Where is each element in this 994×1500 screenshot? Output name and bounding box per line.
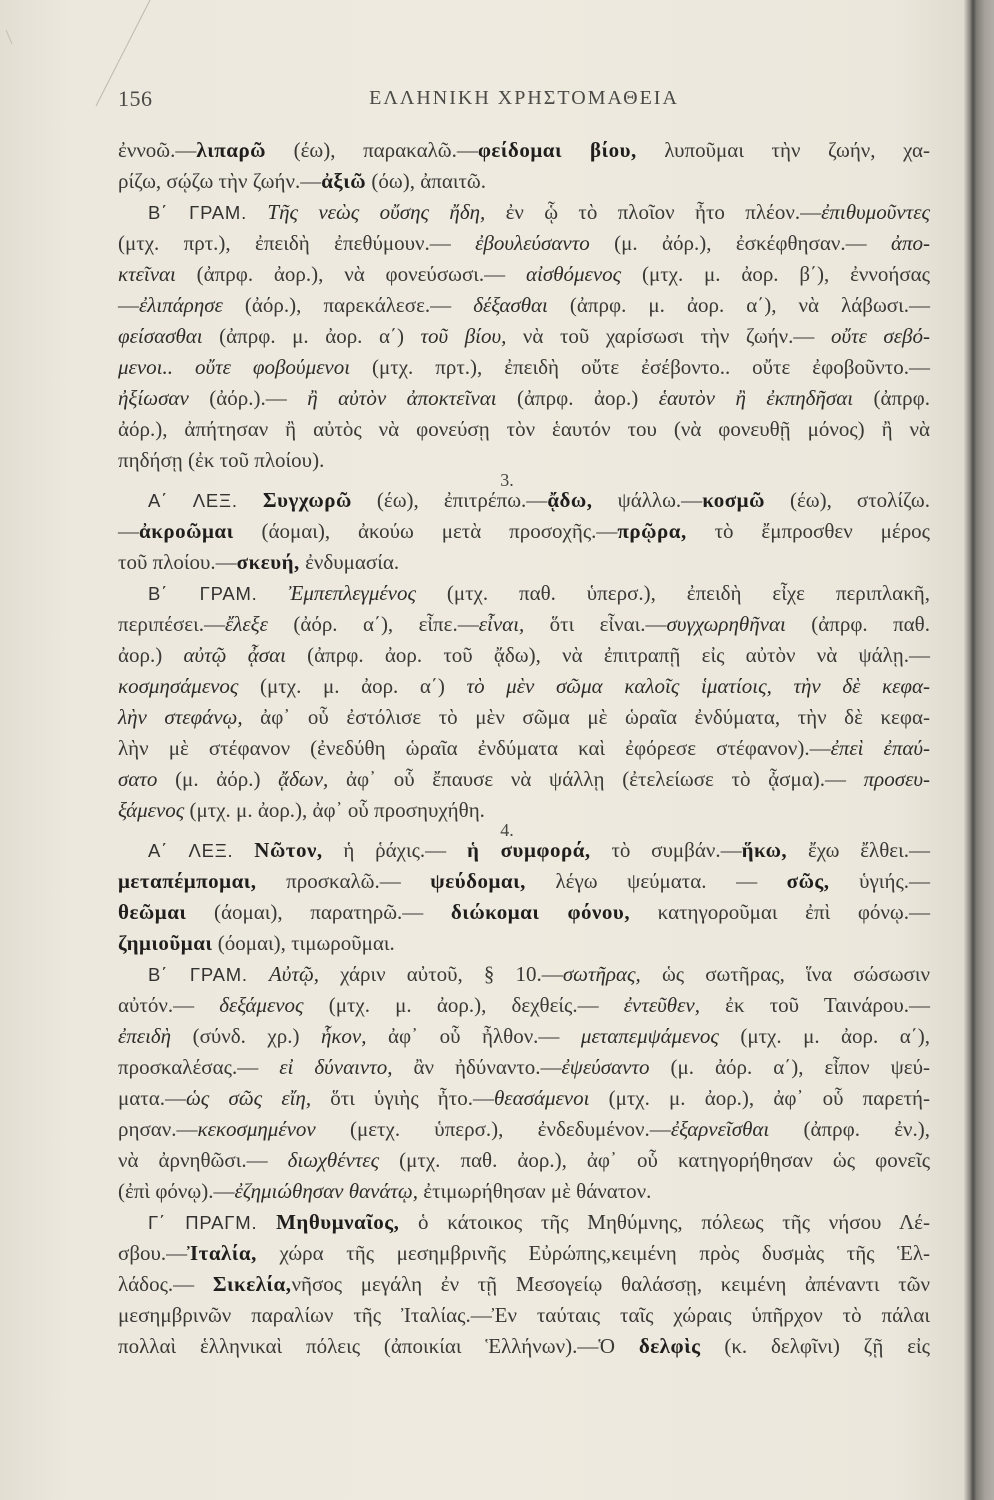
body-text: νὰ ἀρνηθῶσι.—: [118, 1147, 288, 1172]
text-line: [118, 228, 930, 259]
text-line-content: [118, 324, 930, 348]
grammar-form: Ἐμπεπλεγμένος: [288, 580, 416, 605]
grammar-form: σατο: [118, 766, 158, 791]
text-line: [118, 485, 930, 516]
text-line: [118, 702, 930, 733]
text-line: [118, 866, 930, 897]
text-line-content: [118, 448, 324, 472]
text-line: [118, 1021, 930, 1052]
lexicon-term: διώκομαι φόνου,: [450, 899, 631, 924]
body-text: [238, 488, 263, 512]
body-text: (μτχ. παθ. ἀορ.), ἀφ᾽ οὗ κατηγορήθησαν ὡς φονεῖς: [379, 1147, 931, 1172]
lexicon-term: Σικελία,: [212, 1271, 292, 1296]
body-text: νῆσος μεγάλη ἐν τῇ Μεσογείῳ θαλάσσῃ, κειμένη ἀπέναντι τῶν: [291, 1271, 930, 1296]
text-line-content: [118, 931, 395, 955]
text-line-content: [118, 1179, 651, 1203]
body-text: ἀφ᾽ οὗ ἦλθον.—: [366, 1023, 581, 1048]
lexicon-term: ἥκω,: [741, 837, 788, 862]
text-line-content: [118, 736, 930, 760]
text-line-content: [148, 488, 930, 512]
lexicon-term: ἡ συμφορά,: [466, 837, 591, 862]
body-text: ἐνδυμασία.: [299, 549, 400, 574]
grammar-form: ξάμενος: [118, 797, 185, 822]
lexicon-term: ἀξιῶ: [321, 168, 367, 193]
lexicon-term: σκευή,: [236, 549, 300, 574]
text-line-content: [118, 993, 930, 1017]
body-text: (μτχ. μ. ἀορ.), δεχθείς.—: [303, 992, 624, 1017]
text-line-content: [118, 705, 930, 729]
text-line-content: [118, 417, 930, 441]
text-line: [118, 197, 930, 228]
grammar-form: δεξάμενος: [219, 992, 304, 1017]
grammar-form: ἧκον,: [320, 1023, 367, 1048]
text-line: [118, 795, 930, 826]
grammar-form: δέξασθαι: [473, 292, 548, 317]
grammar-form: ἐλιπάρησε: [139, 292, 223, 317]
grammar-form: εἶναι,: [478, 611, 525, 636]
text-line: [118, 259, 930, 290]
page-number: 156: [118, 86, 153, 111]
lexicon-term: μεταπέμπομαι,: [118, 868, 257, 893]
text-line: [118, 764, 930, 795]
body-text: (όομαι), τιμωροῦμαι.: [212, 930, 395, 955]
page-edge-shadow: [964, 0, 994, 1500]
body-text: πηδήσῃ (ἐκ τοῦ πλοίου).: [118, 447, 325, 472]
body-text: πολλαὶ ἑλληνικαὶ πόλεις (ἀποικίαι Ἑλλήνων).—Ὁ: [118, 1333, 639, 1358]
grammar-form: κτεῖναι: [118, 261, 176, 286]
text-line-content: [148, 581, 930, 605]
text-line-content: [148, 838, 930, 862]
text-line-content: [118, 869, 930, 893]
body-text: (μτχ. μ. ἀορ.), ἀφ᾽ οὗ παρετή-: [589, 1085, 930, 1110]
text-line: [118, 516, 930, 547]
lexicon-term: πρῷρα,: [617, 518, 687, 543]
grammar-form: μεταπεμψάμενος: [580, 1023, 719, 1048]
text-line-content: [118, 386, 930, 410]
text-line: [118, 640, 930, 671]
text-line: [118, 547, 930, 578]
text-line: [118, 414, 930, 445]
section-label: Α΄ ΛΕΞ.: [148, 839, 234, 861]
body-text: ὅτι εἶναι.—: [524, 611, 667, 636]
grammar-form: ὡς σῶς εἴη,: [185, 1085, 312, 1110]
lexicon-term: Νῶτον,: [254, 837, 323, 862]
grammar-form: ἑαυτὸν ἢ ἐκπηδῆσαι: [658, 385, 854, 410]
lexicon-term: δελφὶς: [638, 1333, 701, 1358]
body-text: αὐτόν.—: [118, 992, 220, 1017]
grammar-form: αἰσθόμενος: [525, 261, 622, 286]
text-line-content: [118, 1024, 930, 1048]
body-text: (ἀπρφ. ἀορ.), νὰ φονεύσωσι.—: [175, 261, 526, 286]
grammar-form: ἐξαρνεῖσθαι: [670, 1116, 770, 1141]
body-text: κατηγοροῦμαι ἐπὶ φόνῳ.—: [630, 899, 931, 924]
body-text: ὡς σωτῆρας, ἵνα σώσωσιν: [640, 961, 930, 986]
body-text: προσκαλῶ.—: [256, 868, 431, 893]
text-line-content: [148, 1210, 930, 1234]
text-line-content: [118, 1117, 930, 1141]
text-line: [118, 445, 930, 476]
body-text: (μτχ. μ. ἀορ. α΄): [238, 673, 467, 698]
grammar-form: λὴν στεφάνῳ,: [118, 704, 243, 729]
lexicon-term: φείδομαι βίου,: [477, 137, 637, 162]
body-text: (άομαι), παρατηρῶ.—: [186, 899, 451, 924]
body-text: [247, 200, 267, 224]
grammar-form: εἰ δύναιντο,: [279, 1054, 393, 1079]
text-line: [118, 578, 930, 609]
body-text: (ἀόρ.).—: [188, 385, 308, 410]
text-line-content: [118, 231, 930, 255]
text-line-content: [118, 550, 399, 574]
text-line: [118, 1145, 930, 1176]
text-line-content: [118, 293, 930, 317]
body-text: ἐννοῶ.—: [118, 137, 197, 162]
body-text: περιπέσει.—: [118, 611, 226, 636]
grammar-form: σωτῆρας,: [562, 961, 641, 986]
grammar-form: ἠξίωσαν: [118, 385, 189, 410]
grammar-form: ἐντεῦθεν,: [623, 992, 700, 1017]
text-line: [118, 1207, 930, 1238]
lexicon-term: ᾄδω,: [547, 487, 593, 512]
text-line-content: [118, 519, 930, 543]
section-label: Β΄ ΓΡΑΜ.: [148, 963, 248, 985]
body-text: (μτχ. μ. ἀορ. β΄), ἐννοήσας: [621, 261, 930, 286]
grammar-form: φείσασθαι: [118, 323, 203, 348]
running-title: ΕΛΛΗΝΙΚΗ ΧΡΗΣΤΟΜΑΘΕΙΑ: [369, 87, 679, 109]
body-text: σβου.—: [118, 1240, 188, 1265]
text-line-content: [118, 262, 930, 286]
grammar-form: μενοι.. οὔτε φοβούμενοι: [118, 354, 351, 379]
text-line-content: [118, 798, 485, 822]
text-line-content: [118, 767, 930, 791]
body-text: τοῦ πλοίου.—: [118, 549, 237, 574]
body-text: λὴν μὲ στέφανον (ἐνεδύθη ὡραῖα ἐνδύματα καὶ ἐφόρεσε στέφανον).—: [118, 735, 831, 760]
text-line: [118, 1238, 930, 1269]
text-line-content: [118, 643, 930, 667]
grammar-form: αὐτῷ ᾆσαι: [183, 642, 286, 667]
body-text: ἀφ᾽ οὗ ἔπαυσε νὰ ψάλλῃ (ἐτελείωσε τὸ ᾆσμα).—: [328, 766, 864, 791]
grammar-form: ἐπειδὴ: [118, 1023, 172, 1048]
text-line-content: [118, 1086, 930, 1110]
body-text: (μ. ἀόρ.): [157, 766, 279, 791]
body-text: (κ. δελφῖνι) ζῇ εἰς: [700, 1333, 930, 1358]
grammar-form: διωχθέντες: [287, 1147, 380, 1172]
text-line: [118, 1331, 930, 1362]
text-line: [118, 1114, 930, 1145]
body-text: τὸ συμβάν.—: [590, 837, 742, 862]
text-line-content: [118, 1148, 930, 1172]
grammar-form: Αὐτῷ,: [268, 961, 320, 986]
body-text: (ἀπρφ. μ. ἀορ. α΄): [202, 323, 421, 348]
text-line: [118, 990, 930, 1021]
text-line: [118, 928, 930, 959]
text-line: [118, 352, 930, 383]
section-label: Α΄ ΛΕΞ.: [148, 489, 238, 511]
text-line-content: [118, 1334, 930, 1358]
body-text: (ἀπρφ. μ. ἀορ. α΄), νὰ λάβωσι.—: [547, 292, 930, 317]
body-text: (έω), στολίζω.: [764, 487, 931, 512]
body-text: ἐν ᾧ τὸ πλοῖον ἦτο πλέον.—: [485, 199, 822, 224]
body-text: [257, 1210, 276, 1234]
grammar-form: ἐζημιώθησαν θανάτῳ,: [234, 1178, 419, 1203]
lexicon-term: ψεύδομαι,: [430, 868, 526, 893]
text-line: [118, 1083, 930, 1114]
body-text: ἀορ.): [118, 642, 184, 667]
body-text: (ἀπρφ.: [853, 385, 930, 410]
text-line: [118, 671, 930, 702]
grammar-form: κεκοσμημένον: [197, 1116, 316, 1141]
text-line-content: [148, 962, 930, 986]
body-text: (σύνδ. χρ.): [171, 1023, 321, 1048]
body-text: ὑγιής.—: [829, 868, 931, 893]
body-text: ρίζω, σῴζω τὴν ζωήν.—: [118, 168, 322, 193]
text-line-content: [118, 900, 930, 924]
body-text: ἡ ῥάχις.—: [322, 837, 467, 862]
text-line: [118, 166, 930, 197]
body-text: (ἐπὶ φόνῳ).—: [118, 1178, 235, 1203]
body-text: —: [118, 518, 139, 543]
grammar-form: ἀπο-: [890, 230, 931, 255]
body-text: ὁ κάτοικος τῆς Μηθύμνης, πόλεως τῆς νήσου Λέ-: [399, 1209, 930, 1234]
section-label: Γ΄ ΠΡΑΓΜ.: [148, 1211, 258, 1233]
text-line: [118, 290, 930, 321]
lexicon-term: κοσμῶ: [702, 487, 765, 512]
body-text: ἐκ τοῦ Ταινάρου.—: [699, 992, 930, 1017]
body-text: χάριν αὐτοῦ, § 10.—: [319, 961, 563, 986]
grammar-form: ἐπεὶ ἐπαύ-: [830, 735, 931, 760]
text-line: [118, 1269, 930, 1300]
grammar-form: ἔλεξε: [225, 611, 268, 636]
body-text: (ἀόρ. α΄), εἶπε.—: [267, 611, 479, 636]
body-text: (άομαι), ἀκούω μετὰ προσοχῆς.—: [233, 518, 618, 543]
grammar-form: Τῆς νεὼς οὔσης ἤδη,: [267, 199, 486, 224]
lexicon-term: θεῶμαι: [118, 899, 187, 924]
body-text: ματα.—: [118, 1085, 186, 1110]
grammar-form: τὸ μὲν σῶμα καλοῖς ἱματίοις, τὴν δὲ κεφα-: [466, 673, 930, 698]
body-text: (ἀπρφ. παθ.: [785, 611, 930, 636]
section-number: 3.: [500, 469, 514, 490]
body-text: μεσημβρινῶν παραλίων τῆς Ἰταλίας.—Ἐν ταύταις ταῖς χώραις ὑπῆρχον τὸ πάλαι: [118, 1302, 930, 1327]
body-text: (ἀπρφ. ἐν.),: [769, 1116, 931, 1141]
text-line-content: [118, 1241, 930, 1265]
body-text: λέγω ψεύματα. —: [525, 868, 787, 893]
body-text: (ἀπρφ. ἀορ.): [496, 385, 659, 410]
grammar-form: κοσμησάμενος: [118, 673, 239, 698]
grammar-form: ἐψεύσαντο: [561, 1054, 650, 1079]
body-text: (μετχ. ὑπερσ.), ἐνδεδυμένον.—: [315, 1116, 671, 1141]
body-text: [248, 962, 269, 986]
body-text: τὸ ἔμπροσθεν μέρος: [686, 518, 930, 543]
grammar-form: ἐβουλεύσαντο: [475, 230, 590, 255]
text-line-content: [118, 138, 930, 162]
grammar-form: οὔτε σεβό-: [830, 323, 930, 348]
body-text: (ἀόρ.), παρεκάλεσε.—: [222, 292, 474, 317]
section-number: 4.: [500, 819, 514, 840]
body-text: ἔχω ἔλθει.—: [787, 837, 931, 862]
text-line-content: [118, 1055, 930, 1079]
body-text: ἀόρ.), ἀπήτησαν ἢ αὐτὸς νὰ φονεύσῃ τὸν ἑαυτόν του (νὰ φονευθῇ μόνος) ἢ νὰ: [118, 416, 930, 441]
body-text: ρησαν.—: [118, 1116, 198, 1141]
body-text: προσκαλέσας.—: [118, 1054, 280, 1079]
body-text: (μ. ἀόρ.), ἐσκέφθησαν.—: [589, 230, 891, 255]
text-line: [118, 835, 930, 866]
text-line: [118, 1300, 930, 1331]
lexicon-term: Μηθυμναῖος,: [276, 1209, 400, 1234]
body-text: λυποῦμαι τὴν ζωήν, χα-: [636, 137, 930, 162]
text-line: [118, 383, 930, 414]
text-line: [118, 321, 930, 352]
text-line: [118, 609, 930, 640]
lexicon-term: Ἰταλία,: [187, 1240, 257, 1265]
text-line: [118, 959, 930, 990]
body-text: (μτχ. μ. ἀορ.), ἀφ᾽ οὗ προσηυχήθη.: [184, 797, 485, 822]
body-text: νὰ τοῦ χαρίσωσι τὴν ζωήν.—: [506, 323, 831, 348]
grammar-form: ἐπιθυμοῦντες: [821, 199, 930, 224]
text-line-content: [118, 169, 486, 193]
grammar-form: τοῦ βίου,: [420, 323, 507, 348]
body-text: ἐτιμωρήθησαν μὲ θάνατον.: [418, 1178, 652, 1203]
lexicon-term: σῶς,: [786, 868, 830, 893]
body-text: (μτχ. πρτ.), ἐπειδὴ ἐπεθύμουν.—: [118, 230, 476, 255]
text-line-content: [118, 674, 930, 698]
text-line-content: [118, 355, 930, 379]
lexicon-term: λιπαρῶ: [196, 137, 267, 162]
text-line-content: [118, 1303, 930, 1327]
text-line: [118, 135, 930, 166]
body-text: (όω), ἀπαιτῶ.: [366, 168, 486, 193]
body-text: ψάλλω.—: [592, 487, 703, 512]
lexicon-term: ζημιοῦμαι: [118, 930, 213, 955]
text-line-content: [148, 200, 930, 224]
grammar-form: θεασάμενοι: [493, 1085, 590, 1110]
body-text: ὅτι ὑγιὴς ἦτο.—: [311, 1085, 494, 1110]
page-body: [118, 135, 930, 1362]
body-text: ἂν ἠδύναντο.—: [392, 1054, 562, 1079]
text-line: [118, 733, 930, 764]
body-text: (έω), παρακαλῶ.—: [266, 137, 478, 162]
lexicon-term: Συγχωρῶ: [262, 487, 352, 512]
body-text: λάδος.—: [118, 1271, 213, 1296]
section-label: Β΄ ΓΡΑΜ.: [148, 201, 248, 223]
body-text: —: [118, 292, 139, 317]
body-text: ἀφ᾽ οὗ ἐστόλισε τὸ μὲν σῶμα μὲ ὡραῖα ἐνδύματα, τὴν δὲ κεφα-: [242, 704, 930, 729]
grammar-form: ἢ αὐτὸν ἀποκτεῖναι: [307, 385, 497, 410]
text-line-content: [118, 612, 930, 636]
text-line: [118, 897, 930, 928]
body-text: (ἀπρφ. ἀορ. τοῦ ᾄδω), νὰ ἐπιτραπῇ εἰς αὐτὸν νὰ ψάλῃ.—: [285, 642, 931, 667]
grammar-form: συγχωρηθῆναι: [666, 611, 786, 636]
section-label: Β΄ ΓΡΑΜ.: [148, 582, 258, 604]
text-line-content: [118, 1272, 930, 1296]
body-text: [234, 838, 255, 862]
body-text: (έω), ἐπιτρέπω.—: [351, 487, 548, 512]
grammar-form: προσευ-: [863, 766, 930, 791]
body-text: (μτχ. παθ. ὑπερσ.), ἐπειδὴ εἶχε περιπλακῆ,: [416, 580, 931, 605]
body-text: [258, 581, 289, 605]
grammar-form: ᾄδων,: [278, 766, 329, 791]
body-text: (μ. ἀόρ. α΄), εἶπον ψεύ-: [649, 1054, 930, 1079]
text-line: [118, 1052, 930, 1083]
body-text: (μτχ. μ. ἀορ. α΄),: [718, 1023, 930, 1048]
body-text: χώρα τῆς μεσημβρινῆς Εὐρώπης,κειμένη πρὸς δυσμὰς τῆς Ἑλ-: [256, 1240, 930, 1265]
lexicon-term: ἀκροῶμαι: [139, 518, 234, 543]
body-text: (μτχ. πρτ.), ἐπειδὴ οὔτε ἐσέβοντο.. οὔτε ἐφοβοῦντο.—: [350, 354, 930, 379]
text-line: [118, 1176, 930, 1207]
